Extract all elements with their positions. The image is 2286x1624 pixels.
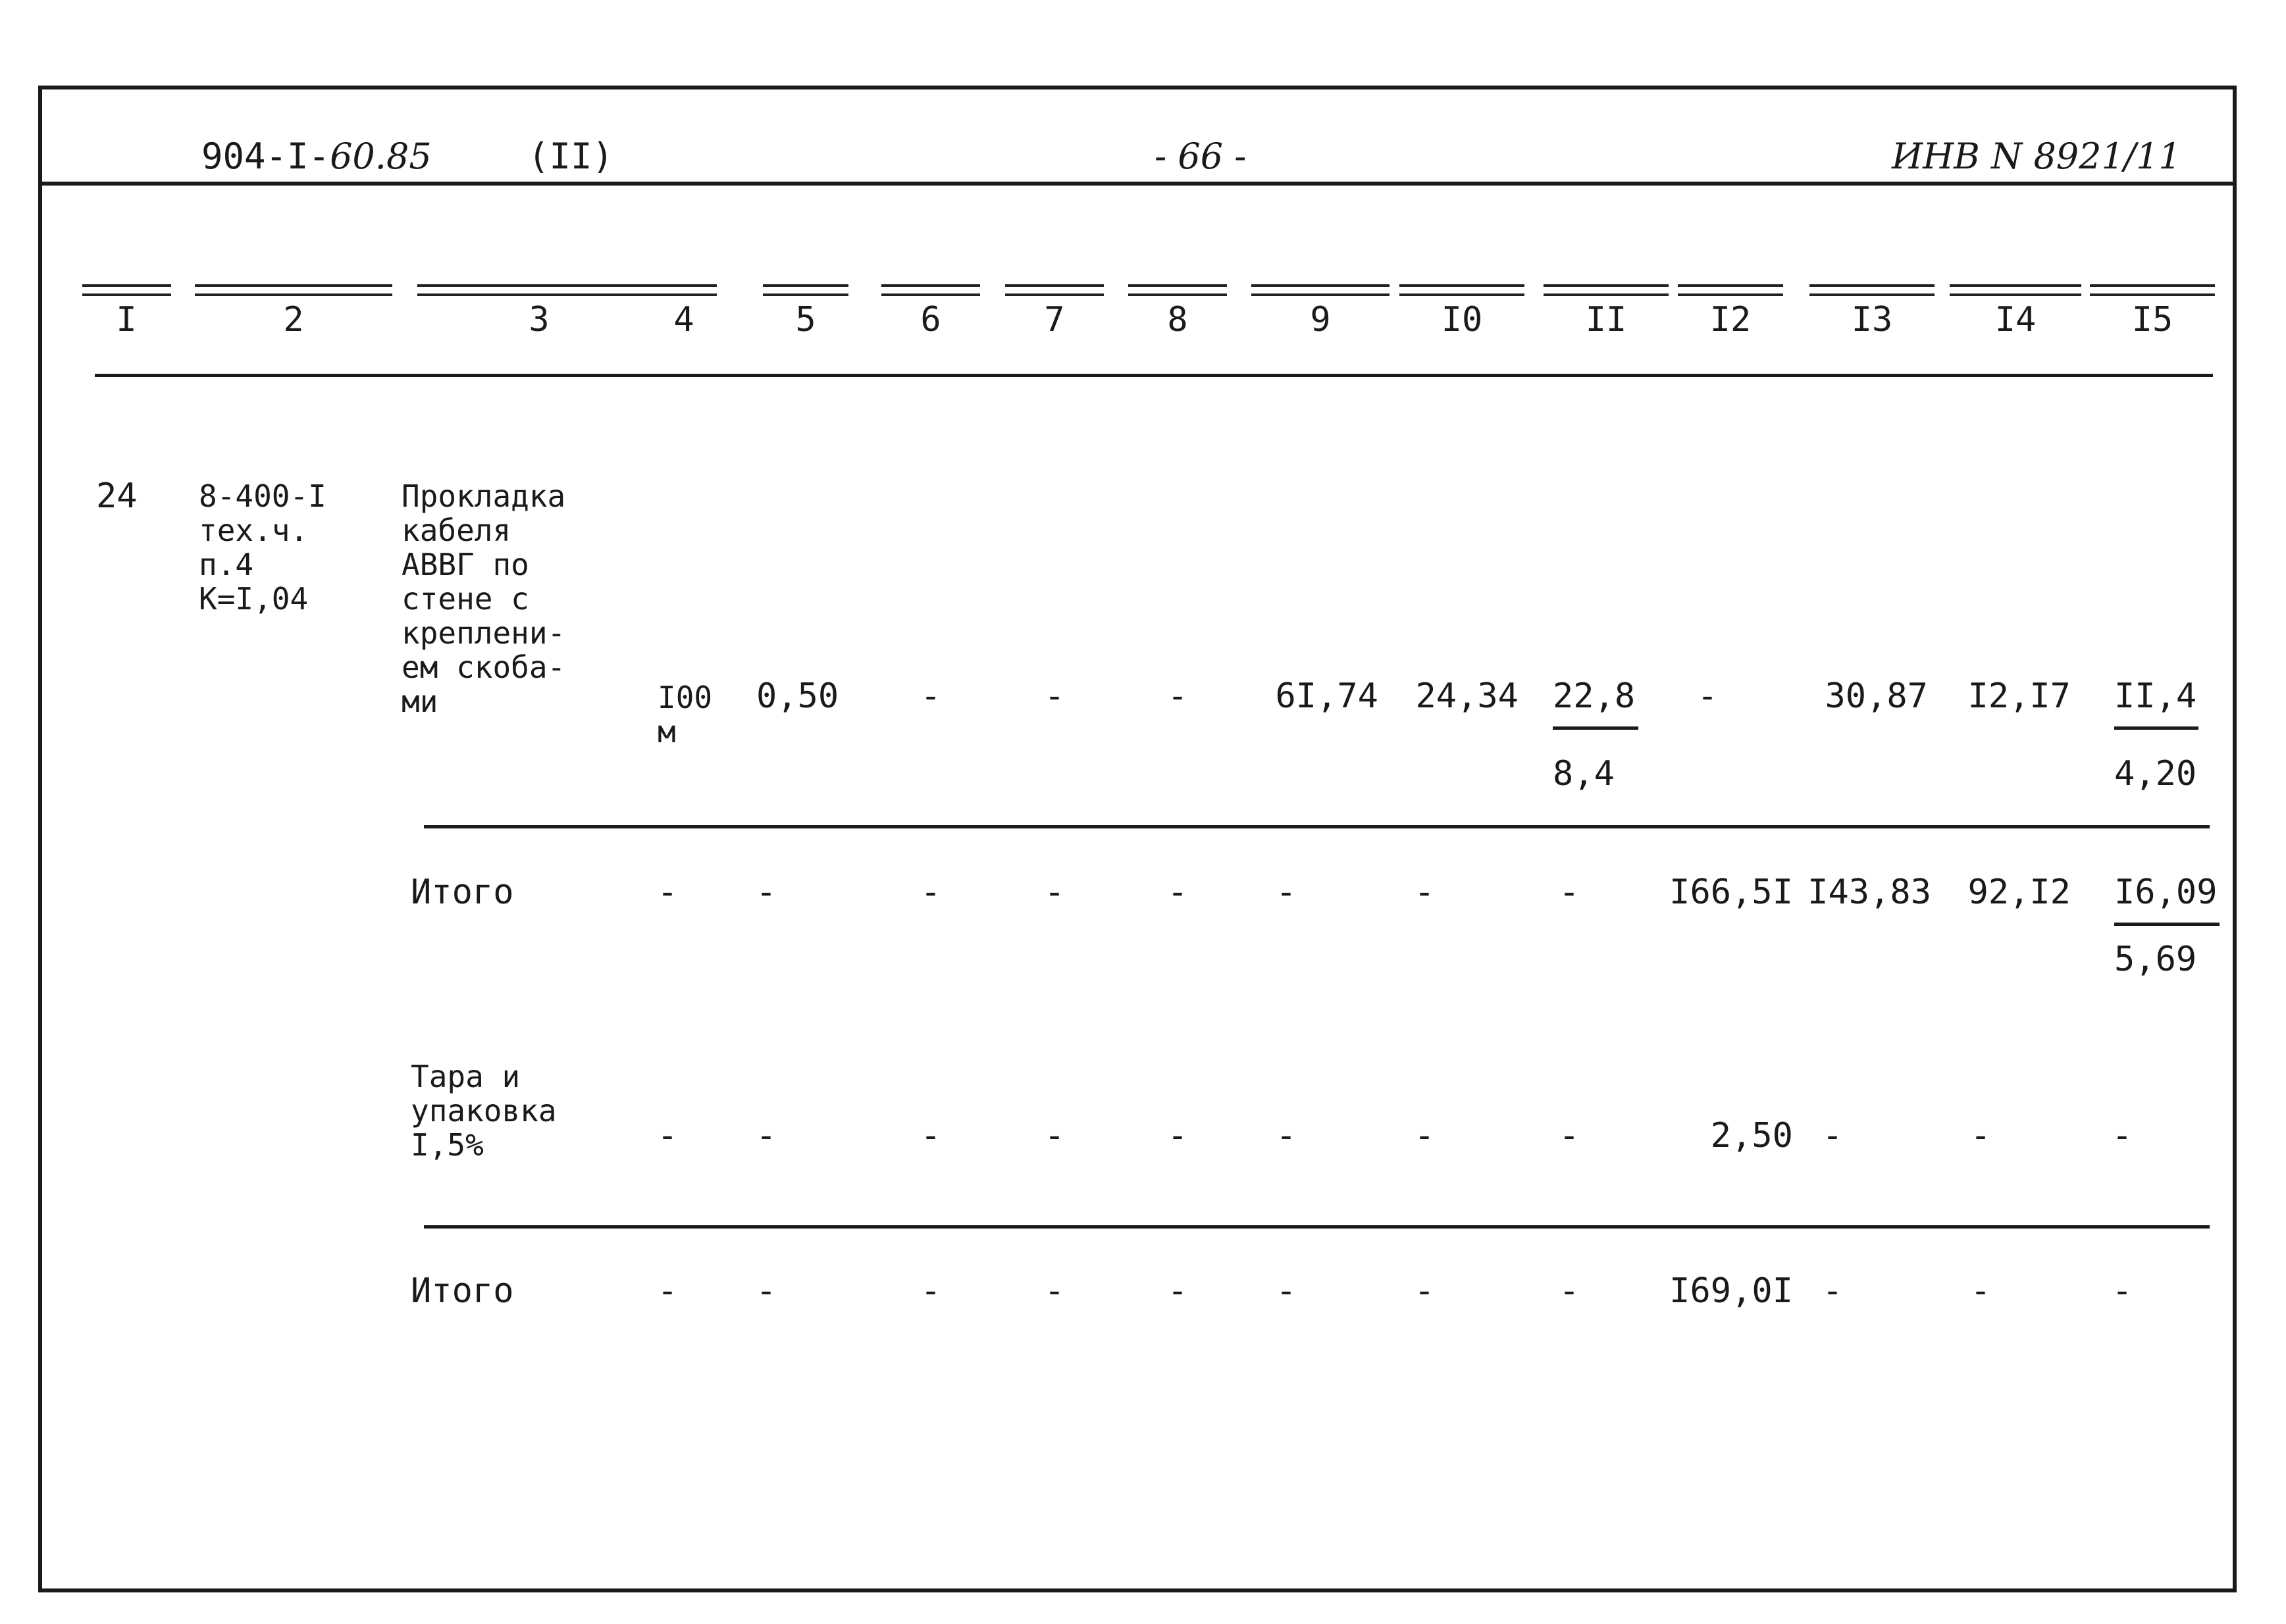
doc-code: 904-I-60.85 [201,136,432,177]
dash-cell: - [657,1116,678,1155]
dash-cell: - [920,873,941,912]
cell-c10: 24,34 [1415,676,1519,716]
column-double-rule [417,284,661,296]
column-number: I4 [1994,300,2037,340]
dash-cell: - [1414,1271,1435,1311]
column-double-rule [881,284,980,296]
row-unit: I00 м [658,680,713,749]
column-double-rule [1399,284,1524,296]
row-number: 24 [96,476,138,516]
dash-cell: - [1276,1271,1297,1311]
row-separator [424,1225,2210,1229]
column-double-rule [1005,284,1104,296]
header-rule [42,182,2233,186]
column-double-rule [763,284,848,296]
dash-cell: - [1414,1116,1435,1155]
column-double-rule [1544,284,1669,296]
dash-cell: - [1044,1271,1065,1311]
dash-cell: - [1044,873,1065,912]
column-double-rule [651,284,717,296]
column-number: 7 [1044,300,1065,340]
column-number: 9 [1310,300,1331,340]
dash-cell: - [1970,1271,1991,1311]
total-c14: 92,I2 [1967,873,2071,912]
column-number: I5 [2131,300,2173,340]
fraction-bar [2114,726,2198,730]
inventory-number: ИНВ N 8921/11 [1892,136,2181,177]
column-double-rule [1128,284,1227,296]
dash-cell: - [1167,1116,1188,1155]
cell-c11-bottom: 8,4 [1553,754,1615,794]
dash-cell: - [1559,1116,1580,1155]
column-number: I [116,300,137,340]
dash-cell: - [1276,873,1297,912]
cell-c7: - [1044,676,1065,716]
dash-cell: - [920,1116,941,1155]
column-number: 3 [529,300,550,340]
dash-cell: - [657,1271,678,1311]
column-double-rule [1809,284,1935,296]
column-number: I2 [1709,300,1752,340]
dash-cell: - [756,873,777,912]
column-number: 2 [283,300,304,340]
column-header-rule [95,374,2213,377]
dash-cell: - [756,1271,777,1311]
dash-cell: - [756,1116,777,1155]
cell-c12: - [1697,676,1718,716]
column-number: II [1585,300,1627,340]
cell-c8: - [1167,676,1188,716]
dash-cell: - [1167,873,1188,912]
column-number: 4 [673,300,694,340]
dash-cell: - [1276,1116,1297,1155]
total2-label: Итого [411,1271,514,1311]
column-double-rule [82,284,171,296]
cell-c9: 6I,74 [1275,676,1378,716]
column-double-rule [1251,284,1390,296]
total2-c12: I69,0I [1669,1271,1793,1311]
column-double-rule [1678,284,1783,296]
dash-cell: - [1414,873,1435,912]
row-separator [424,825,2210,828]
total-label: Итого [411,873,514,912]
column-number: I0 [1441,300,1483,340]
fraction-bar [1553,726,1638,730]
dash-cell: - [2112,1271,2133,1311]
cell-c15-top: II,4 [2114,676,2197,716]
row-quantity: 0,50 [756,676,839,716]
row-description: Прокладка кабеля АВВГ по стене с креплени- ем скоба- ми [402,478,566,719]
fraction-bar [2114,923,2220,926]
dash-cell: - [1822,1116,1843,1155]
column-number: I3 [1851,300,1893,340]
dash-cell: - [1822,1271,1843,1311]
part-number: (II) [528,136,614,177]
dash-cell: - [1044,1116,1065,1155]
total-c15-bottom: 5,69 [2114,940,2197,979]
tara-label: Тара и упаковка I,5% [411,1059,557,1163]
column-number: 5 [795,300,816,340]
dash-cell: - [1970,1116,1991,1155]
cell-c11-top: 22,8 [1553,676,1636,716]
column-double-rule [2090,284,2215,296]
column-double-rule [195,284,392,296]
column-number: 8 [1167,300,1188,340]
dash-cell: - [2112,1116,2133,1155]
cell-c13: 30,87 [1825,676,1928,716]
page-number: - 66 - [1155,136,1247,177]
column-double-rule [1950,284,2081,296]
dash-cell: - [1559,1271,1580,1311]
row-code: 8-400-I тех.ч. п.4 К=I,04 [199,478,326,617]
dash-cell: - [1559,873,1580,912]
dash-cell: - [920,1271,941,1311]
dash-cell: - [657,873,678,912]
column-number: 6 [920,300,941,340]
tara-c12: 2,50 [1710,1116,1793,1155]
dash-cell: - [1167,1271,1188,1311]
total-c12: I66,5I [1669,873,1793,912]
total-c15-top: I6,09 [2114,873,2218,912]
cell-c14: I2,I7 [1967,676,2071,716]
cell-c6: - [920,676,941,716]
document-sheet [38,86,2237,1592]
cell-c15-bottom: 4,20 [2114,754,2197,794]
total-c13: I43,83 [1807,873,1931,912]
